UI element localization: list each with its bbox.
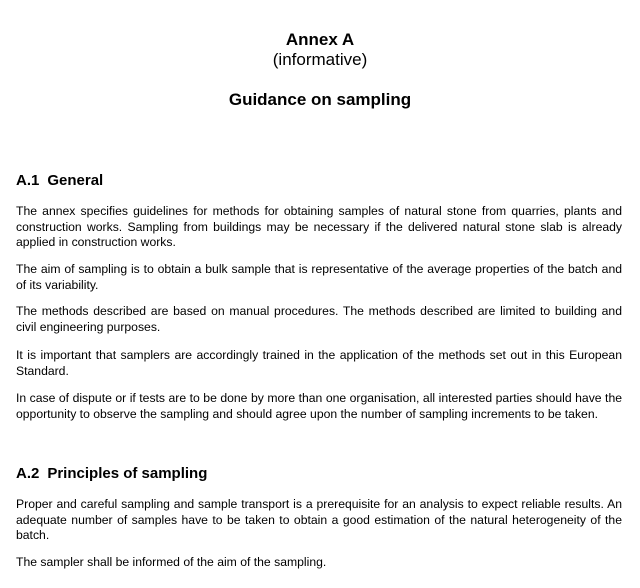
paragraph: It is important that samplers are accordingly trained in the application of the methods set out in this European Standard.	[16, 348, 622, 378]
paragraph: The annex specifies guidelines for methods for obtaining samples of natural stone from quarries, plants and construction works. Sampling from buildings may be necessary if the delivered natural stone slab is already applied in construction works.	[16, 204, 622, 249]
section-title: General	[47, 172, 104, 189]
paragraph: In case of dispute or if tests are to be done by more than one organisation, all interested parties should have the opportunity to observe the sampling and should agree upon the number of sampling increments to be taken.	[16, 391, 622, 421]
annex-subtitle: (informative)	[272, 50, 368, 69]
annex-title: Annex A	[285, 30, 355, 49]
guidance-title: Guidance on sampling	[228, 90, 412, 109]
paragraph: The sampler shall be informed of the aim of the sampling.	[16, 555, 327, 569]
paragraph: Proper and careful sampling and sample transport is a prerequisite for an analysis to expect reliable results. An adequate number of samples have to be taken to obtain a good estimation of the natural heterogeneity of the batch.	[16, 497, 622, 542]
section-heading-general	[16, 172, 103, 190]
annex-header	[0, 30, 640, 70]
section-number: A.1	[16, 172, 40, 189]
paragraph: The methods described are based on manual procedures. The methods described are limited to building and civil engineering purposes.	[16, 304, 622, 334]
section-heading-principles	[16, 465, 207, 483]
paragraph: The aim of sampling is to obtain a bulk sample that is representative of the average properties of the batch and of its variability.	[16, 262, 622, 292]
section-title: Principles of sampling	[47, 465, 208, 482]
section-number: A.2	[16, 465, 40, 482]
